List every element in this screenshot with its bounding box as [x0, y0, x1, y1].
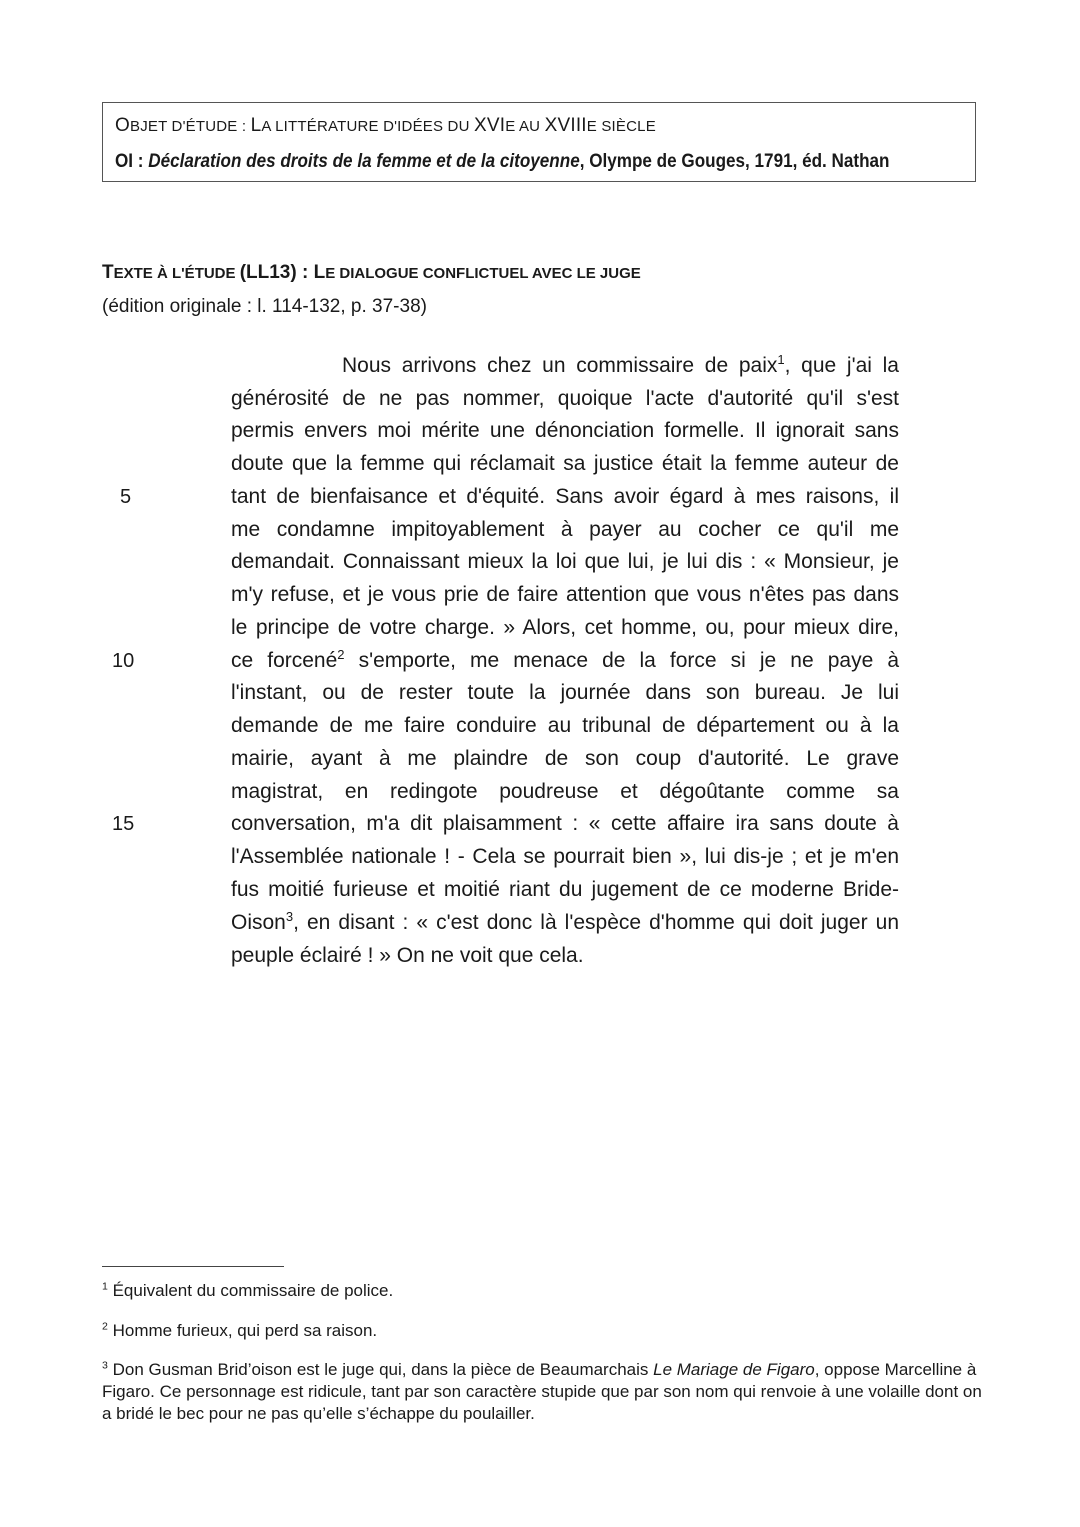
line-number: 5: [120, 486, 132, 508]
footnote-ref: 1: [777, 352, 785, 367]
footnote-ref: 3: [285, 909, 294, 924]
play-title: Le Mariage de Figaro: [653, 1360, 815, 1379]
text-line: demandait. Connaissant mieux la loi que lui, je lui dis : « Monsieur, je: [231, 550, 899, 573]
text-line: m'y refuse, et je vous prie de faire attention que vous n'êtes pas dans: [231, 583, 899, 606]
text-line: peuple éclairé ! » On ne voit que cela.: [231, 944, 584, 967]
text-line: mairie, ayant à me plaindre de son coup d'autorité. Le grave: [231, 747, 899, 770]
line-number: 15: [112, 813, 135, 835]
work-title: Déclaration des droits de la femme et de la citoyenne: [148, 151, 580, 172]
edition-reference: (édition originale : l. 114-132, p. 37-38): [102, 296, 427, 317]
text-line: Nous arrivons chez un commissaire de paix$^1$, que j'ai la: [342, 352, 899, 377]
text-line: doute que la femme qui réclamait sa justice était la femme auteur de: [231, 452, 899, 475]
footnote-ref: 2: [337, 647, 345, 662]
text-line: permis envers moi mérite une dénonciation formelle. Il ignorait sans: [231, 419, 899, 442]
text-line: ce forcené$^2$ s'emporte, me menace de la force si je ne paye à: [231, 647, 899, 672]
study-object-line: OBJET D'ÉTUDE : LA LITTÉRATURE D'IDÉES DU XVIE AU XVIIIE SIÈCLE: [115, 115, 656, 136]
text-line: l'instant, ou de rester toute la journée dans son bureau. Je lui: [231, 681, 899, 704]
footnote: $^3$ Don Gusman Brid’oison est le juge qui, dans la pièce de Beaumarchais Le Mariage de Figaro, oppose Marcelline à Figaro. Ce personnage est ridicule, tant par son caractère stupide que par son nom qui renvoie à une volaille dont on a bridé le bec pour ne pas qu’elle s’échappe du poulailler.: [102, 1359, 982, 1423]
work-reference-line: OI : Déclaration des droits de la femme et de la citoyenne, Olympe de Gouges, 1791, éd. Nathan: [115, 151, 890, 172]
footnote: $^1$ Équivalent du commissaire de police.: [102, 1280, 394, 1300]
text-line: l'Assemblée nationale ! - Cela se pourrait bien », lui dis-je ; et je m'en: [231, 845, 899, 868]
text-line: Oison$^3$, en disant : « c'est donc là l'espèce d'homme qui doit juger un: [231, 909, 899, 934]
footnote-separator: [102, 1266, 284, 1267]
text-line: conversation, m'a dit plaisamment : « cette affaire ira sans doute à: [231, 812, 899, 835]
text-line: magistrat, en redingote poudreuse et dégoûtante comme sa: [231, 780, 899, 803]
line-number: 10: [112, 650, 135, 672]
footnote: $^2$ Homme furieux, qui perd sa raison.: [102, 1320, 378, 1340]
section-title: TEXTE À L'ÉTUDE (LL13) : LE DIALOGUE CONFLICTUEL AVEC LE JUGE: [102, 262, 641, 283]
text-line: le principe de votre charge. » Alors, cet homme, ou, pour mieux dire,: [231, 616, 899, 639]
text-line: demande de me faire conduire au tribunal de département ou à la: [231, 714, 899, 737]
text-line: générosité de ne pas nommer, quoique l'acte d'autorité qu'il s'est: [231, 387, 899, 410]
text-line: fus moitié furieuse et moitié riant du jugement de ce moderne Bride-: [231, 878, 899, 901]
text-line: me condamne impitoyablement à payer au cocher ce qu'il me: [231, 518, 899, 541]
text-line: tant de bienfaisance et d'équité. Sans avoir égard à mes raisons, il: [231, 485, 899, 508]
study-object-box: [102, 102, 976, 182]
